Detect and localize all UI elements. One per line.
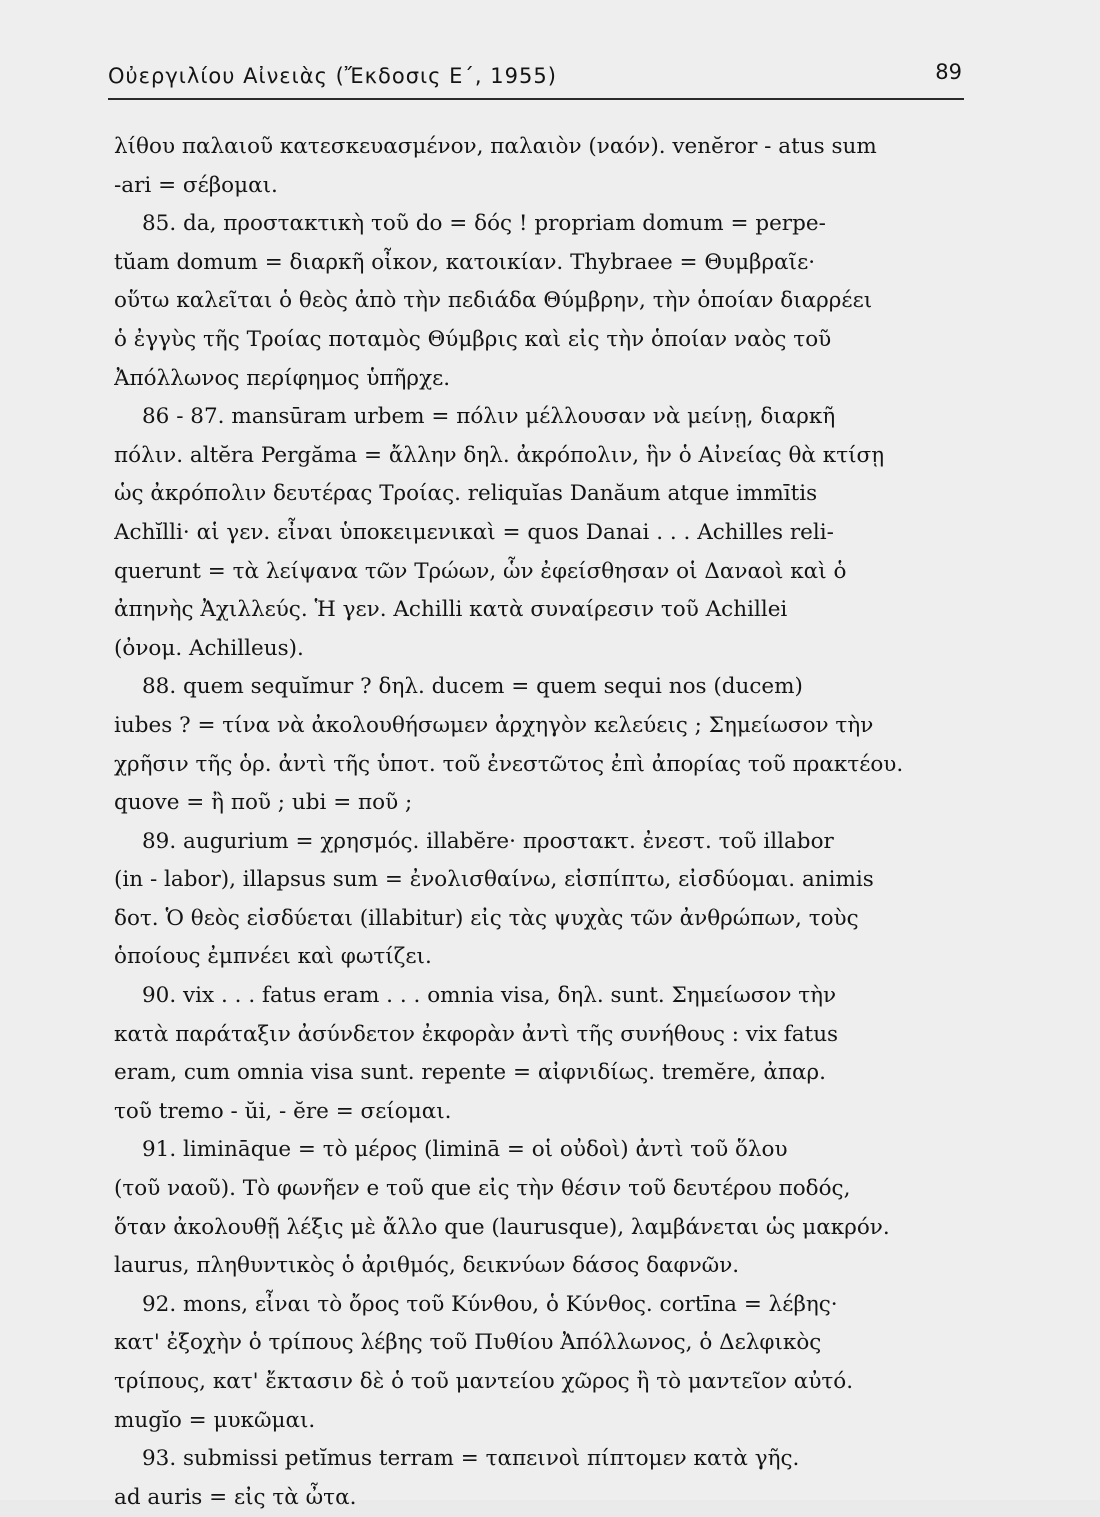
text-line: (τοῦ ναοῦ). Τὸ φωνῆεν e τοῦ que εἰς τὴν θέσιν τοῦ δευτέρου ποδός, <box>114 1176 851 1202</box>
text-line: 89. augurium = χρησμός. illabĕre· προστακτ. ἐνεστ. τοῦ illabor <box>142 828 834 854</box>
text-line: eram, cum omnia visa sunt. repente = αἰφνιδίως. tremĕre, ἀπαρ. <box>114 1060 826 1086</box>
text-line: Ἀπόλλωνος περίφημος ὑπῆρχε. <box>114 365 451 391</box>
text-line: οὕτω καλεῖται ὁ θεὸς ἀπὸ τὴν πεδιάδα Θύμβρην, τὴν ὁποίαν διαρρέει <box>114 288 873 314</box>
text-line: ad auris = εἰς τὰ ὦτα. <box>114 1484 357 1510</box>
text-line: 85. da, προστακτικὴ τοῦ do = δός ! propriam domum = perpe- <box>142 211 826 237</box>
text-line: 93. submissi petĭmus terram = ταπεινοὶ πίπτομεν κατὰ γῆς. <box>142 1446 800 1472</box>
text-line: ὁ ἐγγὺς τῆς Τροίας ποταμὸς Θύμβρις καὶ εἰς τὴν ὁποίαν ναὸς τοῦ <box>114 326 832 352</box>
text-line: κατ' ἐξοχὴν ὁ τρίπους λέβης τοῦ Πυθίου Ἀπόλλωνος, ὁ Δελφικὸς <box>114 1330 822 1356</box>
text-line: tŭam domum = διαρκῆ οἶκον, κατοικίαν. Thybraee = Θυμβραῖε· <box>114 249 816 275</box>
text-line: -ari = σέβομαι. <box>114 172 278 198</box>
header-title: Οὐεργιλίου Αἰνειὰς (Ἔκδοσις Ε΄, 1955) <box>108 64 557 88</box>
text-line: τρίπους, κατ' ἔκτασιν δὲ ὁ τοῦ μαντείου χῶρος ἢ τὸ μαντεῖον αὐτό. <box>114 1369 854 1394</box>
text-line: mugĭo = μυκῶμαι. <box>114 1407 316 1433</box>
text-line: 91. limināque = τὸ μέρος (liminā = οἱ οὐδοὶ) ἀντὶ τοῦ ὅλου <box>142 1137 788 1163</box>
text-line: (ὀνομ. Achilleus). <box>114 635 304 661</box>
text-line: quove = ἢ ποῦ ; ubi = ποῦ ; <box>114 790 413 816</box>
text-line: 86 - 87. mansūram urbem = πόλιν μέλλουσαν νὰ μείνῃ, διαρκῆ <box>142 404 836 430</box>
commentary-body <box>114 128 966 1517</box>
text-line: Achĭlli· αἱ γεν. εἶναι ὑποκειμενικαὶ = quos Danai . . . Achilles reli- <box>114 519 834 545</box>
text-line: iubes ? = τίνα νὰ ἀκολουθήσωμεν ἀρχηγὸν κελεύεις ; Σημείωσον τὴν <box>114 712 874 738</box>
text-line: 92. mons, εἶναι τὸ ὄρος τοῦ Κύνθου, ὁ Κύνθος. cortīna = λέβης· <box>142 1291 838 1317</box>
text-line: πόλιν. altĕra Pergăma = ἄλλην δηλ. ἀκρόπολιν, ἣν ὁ Αἰνείας θὰ κτίσῃ <box>114 442 885 468</box>
text-line: τοῦ tremo - ŭi, - ĕre = σείομαι. <box>114 1098 452 1124</box>
text-line: (in - labor), illapsus sum = ἐνολισθαίνω, εἰσπίπτω, εἰσδύομαι. animis <box>114 867 874 893</box>
text-line: ὁποίους ἐμπνέει καὶ φωτίζει. <box>114 944 432 970</box>
text-line: δοτ. Ὁ θεὸς εἰσδύεται (illabitur) εἰς τὰς ψυχὰς τῶν ἀνθρώπων, τοὺς <box>114 905 859 931</box>
text-line: 88. quem sequĭmur ? δηλ. ducem = quem sequi nos (ducem) <box>142 674 803 700</box>
text-line: λίθου παλαιοῦ κατεσκευασμένον, παλαιὸν (ναόν). venĕror - atus sum <box>114 134 877 159</box>
text-line: laurus, πληθυντικὸς ὁ ἀριθμός, δεικνύων δάσος δαφνῶν. <box>114 1253 740 1279</box>
text-line: ἀπηνὴς Ἀχιλλεύς. Ἡ γεν. Achilli κατὰ συναίρεσιν τοῦ Achillei <box>114 597 788 623</box>
text-line: ὅταν ἀκολουθῇ λέξις μὲ ἄλλο que (laurusque), λαμβάνεται ὡς μακρόν. <box>114 1214 890 1240</box>
running-header <box>108 58 964 100</box>
text-line: 90. vix . . . fatus eram . . . omnia visa, δηλ. sunt. Σημείωσον τὴν <box>142 983 837 1009</box>
text-line: κατὰ παράταξιν ἀσύνδετον ἐκφορὰν ἀντὶ τῆς συνήθους : vix fatus <box>114 1021 839 1047</box>
text-line: χρῆσιν τῆς ὁρ. ἀντὶ τῆς ὑποτ. τοῦ ἐνεστῶτος ἐπὶ ἀπορίας τοῦ πρακτέου. <box>114 751 904 777</box>
text-line: ὡς ἀκρόπολιν δευτέρας Τροίας. reliquĭas Danăum atque immītis <box>114 481 818 507</box>
text-line: querunt = τὰ λείψανα τῶν Τρώων, ὧν ἐφείσθησαν οἱ Δαναοὶ καὶ ὁ <box>114 558 847 584</box>
page-number: 89 <box>935 60 962 84</box>
